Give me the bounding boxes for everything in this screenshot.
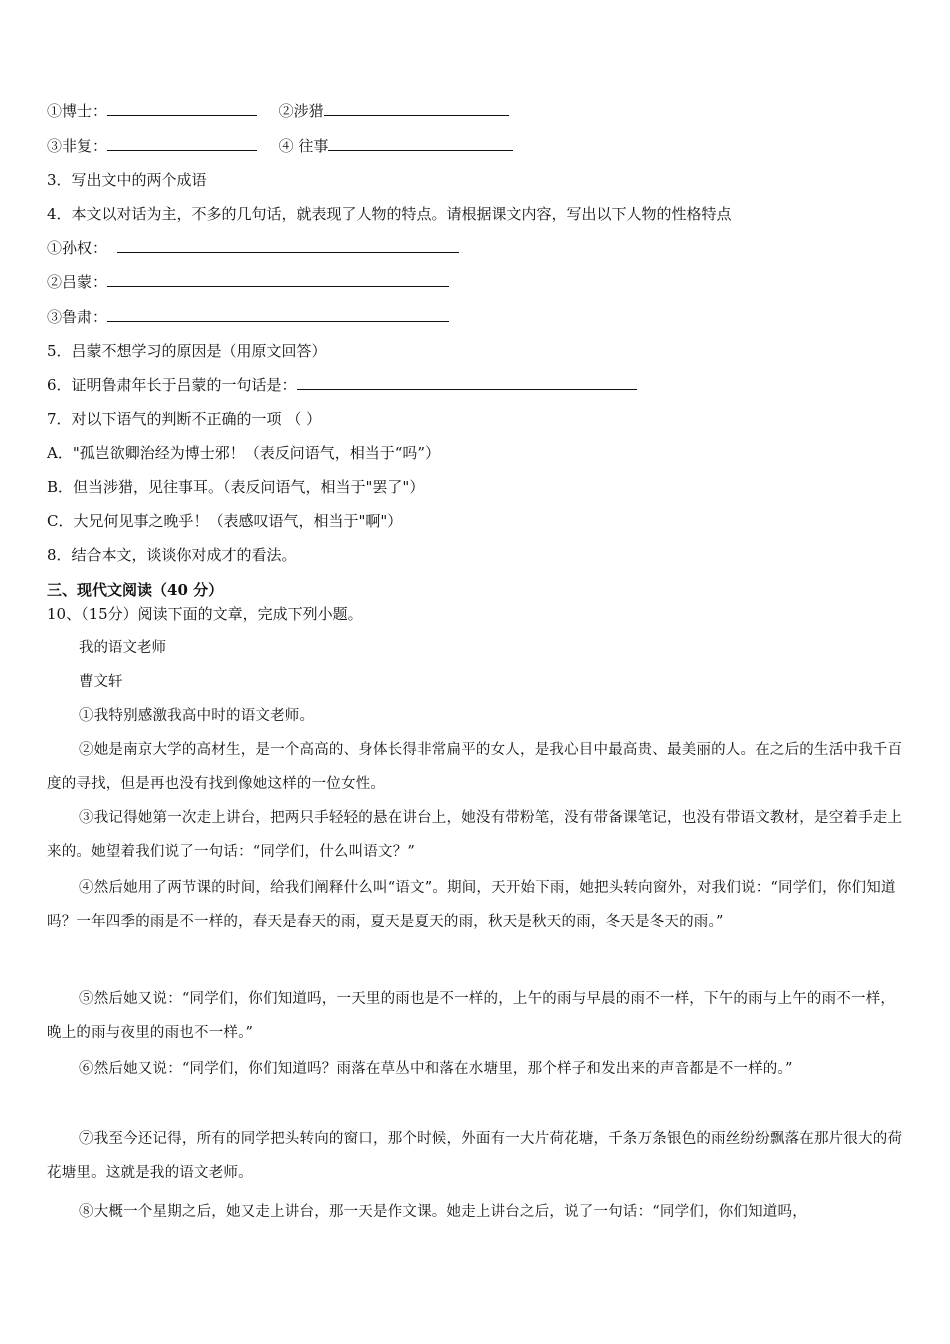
vocab-item-3: ③非复： [47,137,108,155]
paragraph-7: ⑦我至今还记得，所有的同学把头转向的窗口，那个时候，外面有一大片荷花塘，千条万条银色的雨丝纷纷飘落在那片很大的荷花塘里。这就是我的语文老师。 [47,1131,903,1181]
paragraph-1: ①我特别感激我高中时的语文老师。 [79,708,315,724]
question-4-lvmeng [47,272,449,292]
question-8: 8．结合本文，谈谈你对成才的看法。 [47,546,297,564]
answer-blank[interactable] [328,136,513,151]
section-heading: 三、现代文阅读（40 分） [47,581,224,599]
question-4-sunquan [47,238,459,258]
question-3: 3．写出文中的两个成语 [47,171,207,189]
vocab-item-2: ②涉猎 [278,102,324,120]
question-10-intro: 10、（15分）阅读下面的文章，完成下列小题。 [47,605,363,623]
answer-blank[interactable] [107,101,257,116]
paragraph-6: ⑥然后她又说：“同学们，你们知道吗？雨落在草丛中和落在水塘里，那个样子和发出来的声音都是不一样的。” [79,1061,793,1077]
vocab-row-1 [47,101,509,121]
vocab-item-1: ①博士： [47,102,108,120]
question-label: 6．证明鲁肃年长于吕蒙的一句话是： [47,376,297,394]
question-4-lusu [47,307,449,327]
question-label: ①孙权： [47,239,108,257]
answer-blank[interactable] [107,307,449,322]
vocab-row-2 [47,136,513,156]
article-title: 我的语文老师 [79,640,166,656]
paragraph-3: ③我记得她第一次走上讲台，把两只手轻轻的悬在讲台上，她没有带粉笔，没有带备课笔记，也没有带语文教材，是空着手走上来的。她望着我们说了一句话：“同学们，什么叫语文？” [47,810,903,860]
article-author: 曹文轩 [79,674,123,690]
paragraph-8: ⑧大概一个星期之后，她又走上讲台，那一天是作文课。她走上讲台之后，说了一句话：“同学们，你们知道吗， [79,1204,807,1220]
question-6 [47,375,637,395]
answer-blank[interactable] [107,136,257,151]
question-7: 7．对以下语气的判断不正确的一项 （ ） [47,410,322,428]
question-4: 4．本文以对话为主，不多的几句话，就表现了人物的特点。请根据课文内容，写出以下人物的性格特点 [47,205,732,223]
question-5: 5．吕蒙不想学习的原因是（用原文回答） [47,342,327,360]
answer-blank[interactable] [297,375,637,390]
vocab-item-4: ④ 往事 [278,137,329,155]
answer-blank[interactable] [324,101,509,116]
answer-blank[interactable] [107,272,449,287]
paragraph-2: ②她是南京大学的高材生，是一个高高的、身体长得非常扁平的女人，是我心目中最高贵、最美丽的人。在之后的生活中我千百度的寻找，但是再也没有找到像她这样的一位女性。 [47,742,903,792]
answer-blank[interactable] [117,238,459,253]
option-b: B．但当涉猎，见往事耳。（表反问语气，相当于"罢了"） [47,478,425,496]
question-label: ②吕蒙： [47,273,108,291]
option-a: A．"孤岂欲卿治经为博士邪！（表反问语气，相当于“吗”） [47,444,441,462]
paragraph-5: ⑤然后她又说：“同学们，你们知道吗，一天里的雨也是不一样的，上午的雨与早晨的雨不一样，下午的雨与上午的雨不一样，晚上的雨与夜里的雨也不一样。” [47,991,896,1041]
paragraph-4: ④然后她用了两节课的时间，给我们阐释什么叫“语文”。期间，天开始下雨，她把头转向窗外，对我们说：“同学们，你们知道吗？一年四季的雨是不一样的，春天是春天的雨，夏天是夏天的雨，秋天是秋天的雨，冬天是冬天的雨。” [47,880,896,930]
question-label: ③鲁肃： [47,308,108,326]
option-c: C．大兄何见事之晚乎！（表感叹语气，相当于"啊"） [47,512,403,530]
